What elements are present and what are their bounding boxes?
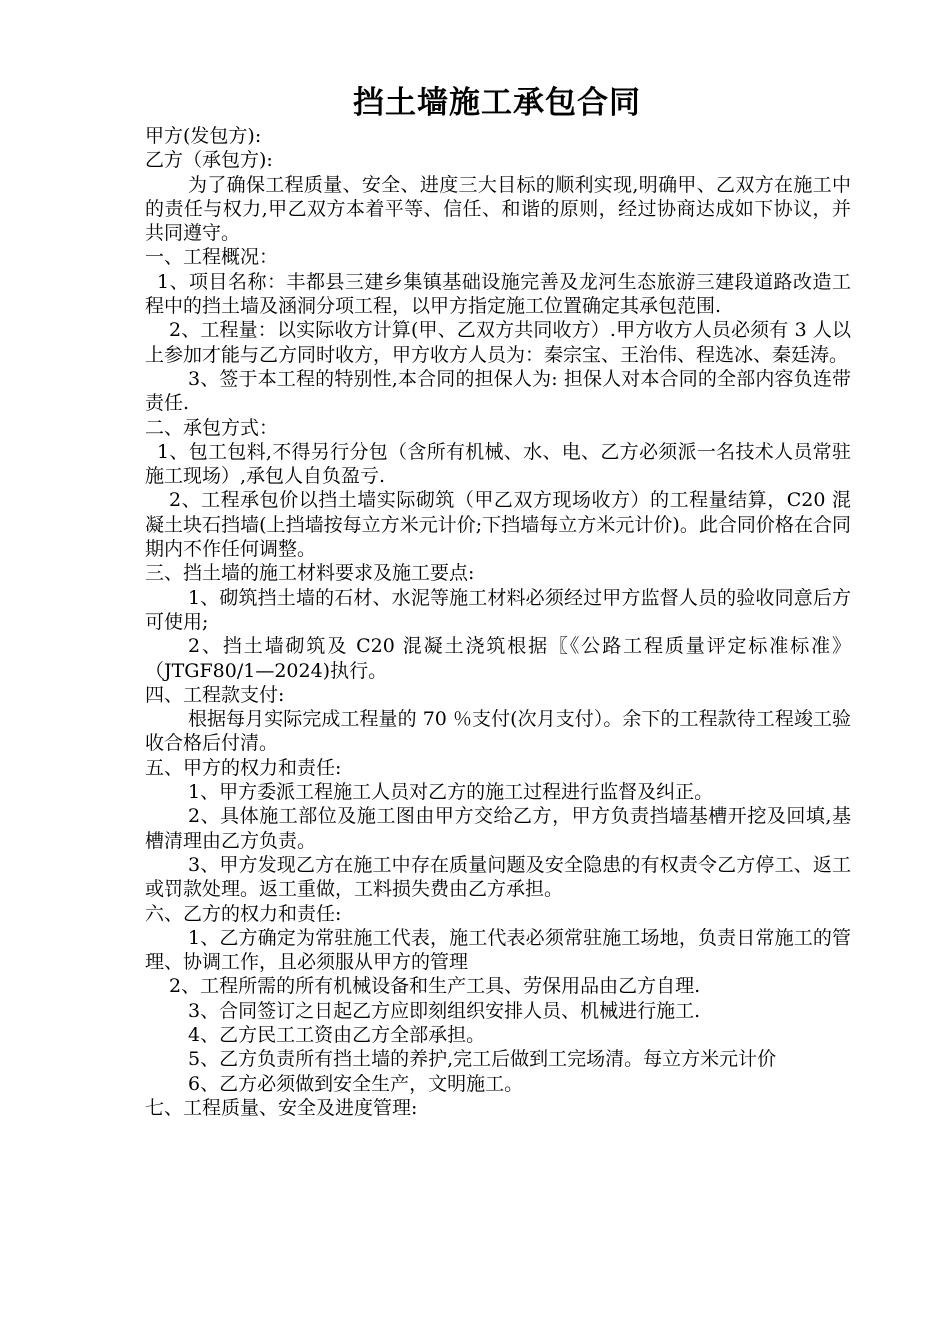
clause-paragraph: 1、甲方委派工程施工人员对乙方的施工过程进行监督及纠正。	[188, 781, 714, 804]
section-heading: 五、甲方的权力和责任:	[145, 756, 342, 779]
party-a-line: 甲方(发包方):	[145, 125, 262, 147]
clause-paragraph: 5、乙方负责所有挡土墙的养护,完工后做到工完场清。每立方米元计价	[188, 1048, 777, 1071]
section-heading: 六、乙方的权力和责任:	[145, 902, 342, 925]
section-heading: 一、工程概况：	[145, 246, 279, 269]
clause-paragraph: 3、合同签订之日起乙方应即刻组织安排人员、机械进行施工.	[188, 999, 701, 1022]
clause-paragraph: 3、签于本工程的特别性,本合同的担保人为: 担保人对本合同的全部内容负连带责任.	[145, 367, 851, 415]
clause-paragraph: 2、具体施工部位及施工图由甲方交给乙方，甲方负责挡墙基槽开挖及回填,基槽清理由乙方负责。	[145, 805, 851, 852]
section-heading: 三、挡土墙的施工材料要求及施工要点:	[145, 562, 475, 585]
clause-paragraph: 2、工程承包价以挡土墙实际砌筑（甲乙双方现场收方）的工程量结算，C20 混凝土块石挡墙(上挡墙按每立方米元计价;下挡墙每立方米元计价)。此合同价格在合同期内不作任何调整。	[145, 489, 851, 561]
clause-paragraph: 3、甲方发现乙方在施工中存在质量问题及安全隐患的有权责令乙方停工、返工或罚款处理。返工重做，工料损失费由乙方承担。	[145, 853, 851, 901]
clause-paragraph: 2、挡土墙砌筑及 C20 混凝土浇筑根据〖《公路工程质量评定标准标准》（JTGF80/1—2024)执行。	[145, 635, 851, 682]
section-heading: 二、承包方式：	[145, 416, 279, 439]
clause-paragraph: 2、工程所需的所有机械设备和生产工具、劳保用品由乙方自理.	[169, 975, 701, 998]
clause-paragraph: 1、砌筑挡土墙的石材、水泥等施工材料必须经过甲方监督人员的验收同意后方可使用;	[145, 586, 851, 633]
clause-paragraph: 2、工程量：以实际收方计算(甲、乙双方共同收方）.甲方收方人员必须有 3 人以上参加才能与乙方同时收方，甲方收方人员为：秦宗宝、王治伟、程选冰、秦廷涛。	[145, 319, 851, 366]
party-b-line: 乙方（承包方):	[145, 149, 273, 172]
clause-paragraph: 4、乙方民工工资由乙方全部承担。	[188, 1023, 486, 1046]
preamble-paragraph: 为了确保工程质量、安全、进度三大目标的顺利实现,明确甲、乙双方在施工中的责任与权力,甲乙双方本着平等、信任、和谐的原则，经过协商达成如下协议，并共同遵守。	[145, 173, 851, 245]
section-heading: 七、工程质量、安全及进度管理:	[145, 1096, 418, 1119]
clause-paragraph: 1、包工包料,不得另行分包（含所有机械、水、电、乙方必须派一名技术人员常驻施工现场）,承包人自负盈亏.	[145, 440, 851, 488]
clause-paragraph: 根据每月实际完成工程量的 70 ％支付(次月支付）。余下的工程款待工程竣工验收合格后付清。	[145, 708, 851, 755]
clause-paragraph: 6、乙方必须做到安全生产，文明施工。	[188, 1072, 524, 1095]
document-title: 挡土墙施工承包合同	[353, 85, 641, 121]
clause-paragraph: 1、乙方确定为常驻施工代表，施工代表必须常驻施工场地，负责日常施工的管理、协调工作，且必须服从甲方的管理	[145, 926, 851, 974]
document-body	[145, 124, 851, 1120]
clause-paragraph: 1、项目名称：丰都县三建乡集镇基础设施完善及龙河生态旅游三建段道路改造工程中的挡土墙及涵洞分项工程，以甲方指定施工位置确定其承包范围.	[145, 270, 851, 318]
section-heading: 四、工程款支付:	[145, 683, 285, 706]
